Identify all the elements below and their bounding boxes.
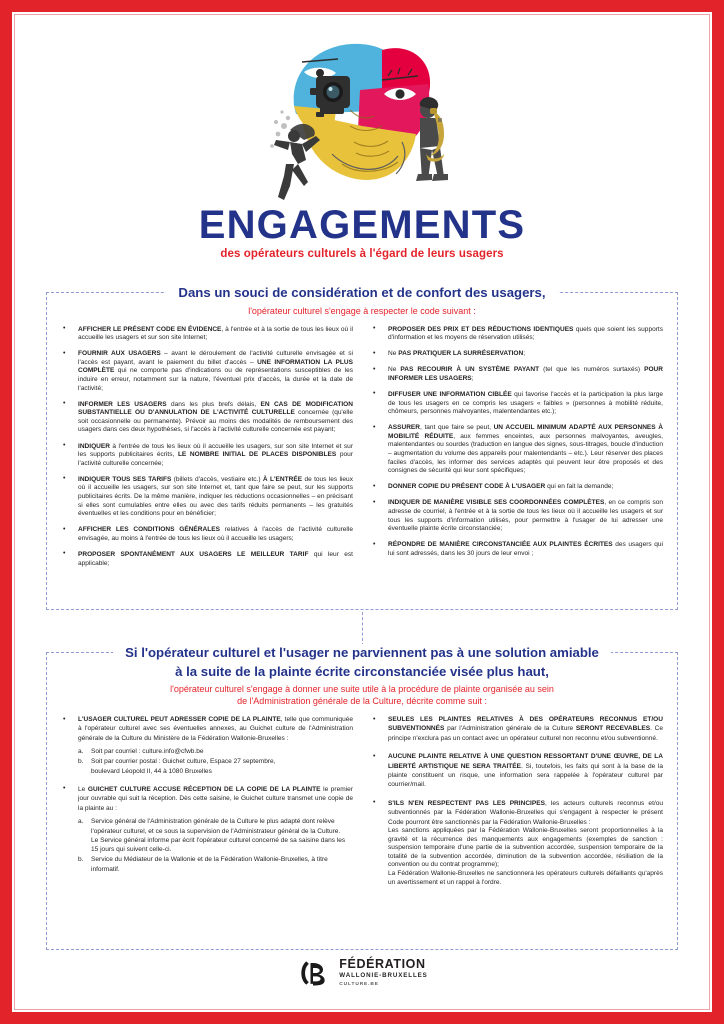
list-item: • S'ILS N'EN RESPECTENT PAS LES PRINCIPES, les acteurs culturels reconnus et/ou subventionnés par la Fédération Wallonie-Bruxelles qui s'engagent à respecter le présent Code pourront être sanctionnés par la Fédération Wallonie-Bruxelles : Les sanctions appliquées par la Fédération Wallonie-Bruxelles seront proportionnelles à la gravité et la récurrence des manquements aux engagements (exemples de sanction : suspension temporaire d'une partie de la subvention accordée, suspension temporaire de la totalité de la subvention accordée, diminution de la subvention accordée, résiliation de la convention ou du contrat programme); La Fédération Wallonie-Bruxelles ne sanctionnera les opérateurs culturels défaillants qu'après un avertissement et un rappel à l'ordre. <box>371 799 663 887</box>
section-engagements-header <box>47 284 677 302</box>
subheading-line: l'opérateur culturel s'engage à donner une suite utile à la procédure de plainte organisée au sein <box>170 684 554 694</box>
fwb-logo-mark-icon <box>296 958 330 988</box>
list-item-paragraph: La Fédération Wallonie-Bruxelles ne sanctionnera les opérateurs culturels défaillants qu'après un avertissement et un rappel à l'ordre. <box>388 870 663 886</box>
sub-list-item: b. Soit par courrier postal : Guichet culture, Espace 27 septembre, boulevard Léopold II, 44 à 1080 Bruxelles <box>78 758 276 775</box>
footer-line-wallonie-bruxelles: WALLONIE-BRUXELLES <box>339 972 428 980</box>
page-frame-top <box>0 0 724 12</box>
section-plainte <box>46 645 678 950</box>
section-engagements-right-column <box>371 326 663 576</box>
section-plainte-heading-line2: à la suite de la plainte écrite circonstanciée visée plus haut, <box>175 664 549 679</box>
list-item: • L'USAGER CULTUREL PEUT ADRESSER COPIE DE LA PLAINTE, telle que communiquée à l'opérateur culturel avec ses éventuelles annexes, au Guichet culture de l'Administration générale de la Culture du Ministère de la Fédération Wallonie-Bruxelles : a. Soit par courriel : culture.info@cfwb.be b. Soit par courrier postal : Guichet culture, Espace 27 septembre, boulevard Léopold II, 44 à 1080 Bruxelles <box>61 715 353 776</box>
list-item: • INDIQUER DE MANIÈRE VISIBLE SES COORDONNÉES COMPLÈTES, en ce compris son adresse de courriel, à l'entrée et à la sortie de tous les lieux où il accueille les usagers et sur tous les supports d'information utilisés, pour permettre à l'usager de lui adresser une éventuelle plainte écrite circonstanciée; <box>371 499 663 533</box>
section-plainte-subheading <box>47 684 677 707</box>
sub-list-item: a. Soit par courriel : culture.info@cfwb.be <box>78 748 204 756</box>
list-item: • INDIQUER à l'entrée de tous les lieux où il accueille les usagers, sur son site Internet et sur les supports publicitaires écrits, LE NOMBRE INITIAL DE PLACES DISPONIBLES pour l'activité culturelle concernée; <box>61 443 353 469</box>
list-item: • PROPOSER DES PRIX ET DES RÉDUCTIONS IDENTIQUES quels que soient les supports d'information et les moyens de réservation utilisés; <box>371 326 663 343</box>
list-item: • SEULES LES PLAINTES RELATIVES À DES OPÉRATEURS RECONNUS ET/OU SUBVENTIONNÉS par l'Administration générale de la Culture SERONT RECEVABLES. Ce principe n'exclura pas un contact avec un opérateur culturel non reconnu et/ou subventionné. <box>371 715 663 743</box>
section-engagements-columns <box>47 318 677 586</box>
sub-list-marker: b. <box>78 758 84 766</box>
sub-list-item: a. Service général de l'Administration générale de la Culture le plus adapté dont relève l'opérateur culturel, et ce sous la supervision de l'Administrateur général de la Culture. Le Service général informe par écrit l'opérateur culturel concerné de sa saisine dans les 15 jours qui suivent celle-ci. <box>78 818 346 854</box>
list-item: • RÉPONDRE DE MANIÈRE CIRCONSTANCIÉE AUX PLAINTES ÉCRITES des usagers qui lui sont adressés, dans les 30 jours de leur envoi ; <box>371 541 663 558</box>
list-item: • DIFFUSER UNE INFORMATION CIBLÉE qui favorise l'accès et la participation la plus large de tous les usagers en ce compris les usagers « faibles » (personnes à mobilité réduite, chômeurs, personnes malvoyantes, malentendantes etc.); <box>371 391 663 417</box>
list-item: • PROPOSER SPONTANÉMENT AUX USAGERS LE MEILLEUR TARIF qui leur est applicable; <box>61 551 353 568</box>
section-plainte-columns <box>47 707 677 906</box>
sub-list <box>78 817 353 874</box>
plainte-left-list <box>61 715 353 874</box>
footer <box>0 958 724 988</box>
section-plainte-left-column <box>61 715 353 896</box>
list-item: • Le GUICHET CULTURE ACCUSE RÉCEPTION DE LA COPIE DE LA PLAINTE le premier jour ouvrable qui suit la réception. Dès cette saisine, le Guichet culture transmet une copie de la plainte au : a. Service général de l'Administration générale de la Culture le plus adapté dont relève l'opérateur culturel, et ce sous la supervision de l'Administrateur général de la Culture. Le Service général informe par écrit l'opérateur culturel concerné de sa saisine dans les 15 jours qui suivent celle-ci. b. Service du Médiateur de la Wallonie et de la Fédération Wallonie-Bruxelles, à titre informatif. <box>61 785 353 874</box>
subheading-line: de l'Administration générale de la Culture, décrite comme suit : <box>237 695 487 706</box>
list-item: • ASSURER, tant que faire se peut, UN ACCUEIL MINIMUM ADAPTÉ AUX PERSONNES À MOBILITÉ RÉDUITE, aux femmes enceintes, aux personnes malvoyantes, aveugles, malentendantes ou sourdes (traduction en langue des signes, sous-titrages, boucle d'induction – augmentation du volume des appareils pour malentendants – etc.). Leur réserver des places faciles d'accès, les informer des services adaptés qui peuvent leur être proposés et des consignes de sécurité qui leur sont spécifiques; <box>371 424 663 476</box>
section-engagements-heading: Dans un souci de considération et de confort des usagers, <box>166 284 557 301</box>
plainte-right-list <box>371 715 663 887</box>
section-engagements <box>46 285 678 610</box>
list-item: • AFFICHER LE PRÉSENT CODE EN ÉVIDENCE, à l'entrée et à la sortie de tous les lieux où il accueille les usagers et sur son site Internet; <box>61 326 353 343</box>
page-frame-bottom <box>0 1012 724 1024</box>
list-item: • Ne PAS RECOURIR À UN SYSTÈME PAYANT (tel que les numéros surtaxés) POUR INFORMER LES USAGERS; <box>371 366 663 383</box>
section-plainte-right-column <box>371 715 663 896</box>
engagements-right-list <box>371 326 663 559</box>
footer-wordmark <box>339 958 427 988</box>
section-plainte-header <box>47 644 677 680</box>
footer-line-federation: FÉDÉRATION <box>339 957 426 972</box>
collage-face-icon <box>232 14 492 204</box>
page-title-block <box>0 205 724 260</box>
section-engagements-subheading: l'opérateur culturel s'engage à respecter le code suivant : <box>248 306 476 316</box>
footer-line-culture-be: CULTURE.BE <box>339 981 379 987</box>
list-item: • DONNER COPIE DU PRÉSENT CODE À L'USAGER qui en fait la demande; <box>371 483 663 492</box>
list-item: • INFORMER LES USAGERS dans les plus brefs délais, EN CAS DE MODIFICATION SUBSTANTIELLE OU D'ANNULATION DE L'ACTIVITÉ CULTURELLE concernée (qu'elle soit occasionnelle ou permanente). Prévoir au moins des modalités de remboursement des usagers dans ces deux hypothèses, si l'accès à l'activité culturelle concernée est payant; <box>61 401 353 435</box>
engagements-left-list <box>61 326 353 569</box>
sub-list <box>78 747 353 776</box>
list-item: • AFFICHER LES CONDITIONS GÉNÉRALES relatives à l'accès de l'activité culturelle envisagée, au moins à l'entrée de tous les lieux où il accueille les usagers; <box>61 526 353 543</box>
list-item: • INDIQUER TOUS SES TARIFS (billets d'accès, vestiaire etc.) À L'ENTRÉE de tous les lieux où il accueille les usagers, sur son site Internet et, tant que faire se peut, sur les supports publicitaires écrits. De la même manière, indiquer les réductions occasionnelles – en précisant si elles sont cumulables entre elles ou avec des tarifs réduits permanents – les gratuités éventuelles et les conditions pour en bénéficier; <box>61 476 353 519</box>
page-title: ENGAGEMENTS <box>198 203 526 247</box>
section-divider <box>362 612 363 646</box>
header-collage-illustration <box>0 14 724 204</box>
list-item: • FOURNIR AUX USAGERS – avant le déroulement de l'activité culturelle envisagée et si l'accès est payant, avant le paiement du billet d'accès – UNE INFORMATION LA PLUS COMPLÈTE qui ne comporte pas d'indications ou de représentations susceptibles de les induire en erreur, notamment sur la nature, l'éventuel prix d'accès, la durée et la date de l'activité; <box>61 350 353 393</box>
sub-list-marker: a. <box>78 748 84 756</box>
section-plainte-heading: Si l'opérateur culturel et l'usager ne parviennent pas à une solution amiable <box>113 644 611 661</box>
list-item: • Ne PAS PRATIQUER LA SURRÉSERVATION; <box>371 350 663 359</box>
list-item: • AUCUNE PLAINTE RELATIVE À UNE QUESTION RESSORTANT D'UNE ŒUVRE, DE LA LIBERTÉ ARTISTIQUE NE SERA TRAITÉE. Si, toutefois, les faits qui sont à la base de la plainte constituent un risque, une information sera rappelée à l'opérateur culturel par courrier/mail. <box>371 752 663 790</box>
list-item-paragraph: Les sanctions appliquées par la Fédération Wallonie-Bruxelles seront proportionnelles à la gravité et la récurrence des manquements aux engagements (exemples de sanction : suspension temporaire d'une partie de la subvention accordée, suspension temporaire de la totalité de la subvention accordée, diminution de la subvention accordée, résiliation de la convention ou du contrat programme); <box>388 827 663 869</box>
section-engagements-left-column <box>61 326 353 576</box>
sub-list-item: b. Service du Médiateur de la Wallonie et de la Fédération Wallonie-Bruxelles, à titre informatif. <box>78 856 328 873</box>
sub-list-marker: b. <box>78 856 84 864</box>
sub-list-marker: a. <box>78 818 84 826</box>
page-subtitle: des opérateurs culturels à l'égard de leurs usagers <box>220 248 504 260</box>
